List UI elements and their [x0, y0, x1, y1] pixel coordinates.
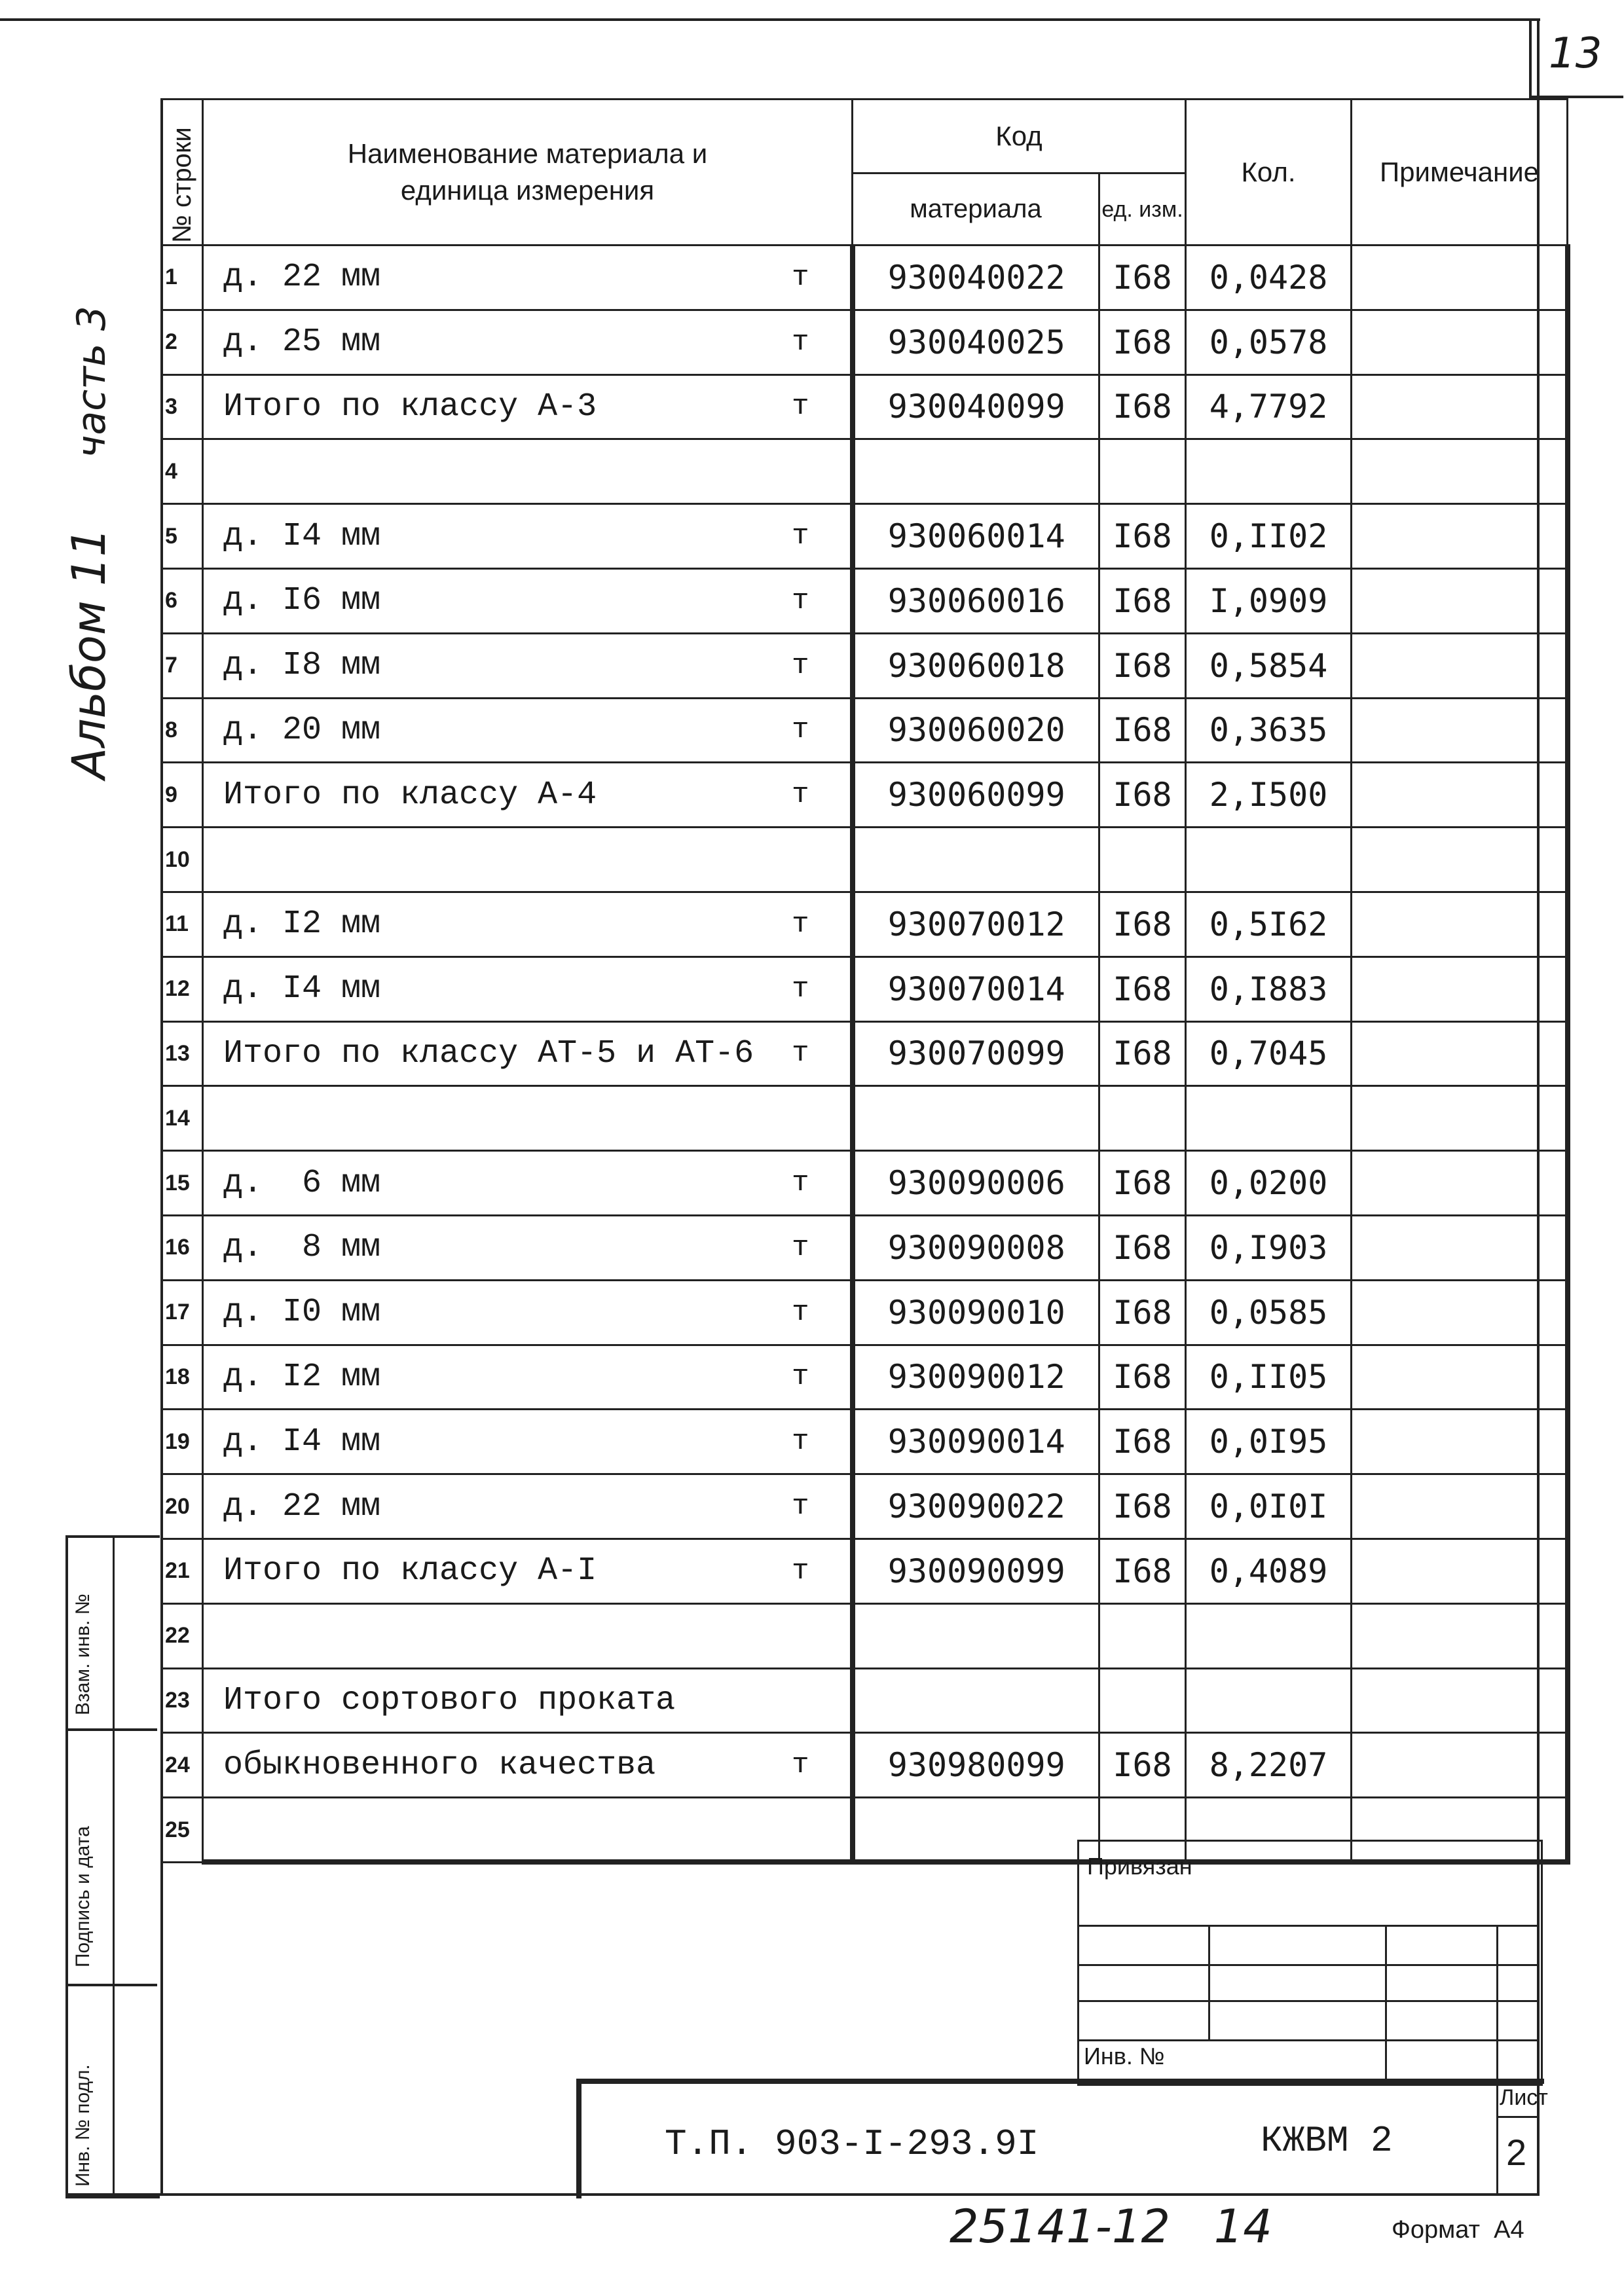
page-number: 13 [1549, 29, 1602, 78]
side-label-part: часть 3 [69, 306, 115, 458]
quantity [1186, 1603, 1352, 1668]
unit-code: I68 [1099, 246, 1186, 310]
table-row [162, 1603, 1568, 1668]
note-cell [1352, 1603, 1568, 1668]
row-number: 11 [162, 892, 203, 957]
row-number: 7 [162, 633, 203, 698]
material-code [853, 439, 1099, 504]
material-name: д. I4 мм [223, 970, 381, 1008]
row-number: 17 [162, 1280, 203, 1345]
quantity: 0,7045 [1186, 1021, 1352, 1086]
table-row [162, 374, 1568, 439]
material-code: 930060016 [853, 568, 1099, 633]
note-cell [1352, 1151, 1568, 1216]
note-cell [1352, 439, 1568, 504]
note-cell [1352, 1668, 1568, 1733]
row-number: 3 [162, 374, 203, 439]
header-row-no: № строки [168, 127, 196, 243]
privyazan-label: Привязан [1087, 1853, 1192, 1880]
unit-code: I68 [1099, 1280, 1186, 1345]
table-row [162, 568, 1568, 633]
material-name-cell [203, 1474, 853, 1539]
row-number: 16 [162, 1215, 203, 1280]
material-code: 930060014 [853, 504, 1099, 569]
note-cell [1352, 246, 1568, 310]
material-name: д. 6 мм [223, 1164, 381, 1202]
material-name: д. I6 мм [223, 582, 381, 620]
material-code: 930090008 [853, 1215, 1099, 1280]
row-number: 12 [162, 957, 203, 1021]
header-qty: Кол. [1186, 100, 1352, 246]
handwritten-number: 25141-12 14 [950, 2200, 1272, 2253]
material-name-cell [203, 1733, 853, 1798]
side-stamp-sep2 [65, 1984, 157, 1986]
material-name: Итого по классу А-3 [223, 388, 597, 426]
unit-code: I68 [1099, 310, 1186, 374]
unit-code: I68 [1099, 504, 1186, 569]
sheet-number: 2 [1506, 2132, 1527, 2173]
note-cell [1352, 1280, 1568, 1345]
material-name-cell [203, 828, 853, 892]
table-row [162, 1474, 1568, 1539]
material-code: 930090099 [853, 1539, 1099, 1603]
quantity: 0,3635 [1186, 698, 1352, 763]
material-code [853, 1798, 1099, 1863]
table-row [162, 1215, 1568, 1280]
row-number: 24 [162, 1733, 203, 1798]
quantity: 0,II05 [1186, 1345, 1352, 1410]
table-row [162, 1021, 1568, 1086]
table-row [162, 1410, 1568, 1474]
frame-top-line [0, 18, 1540, 21]
doc-mark: КЖВМ 2 [1261, 2120, 1393, 2162]
row-number: 14 [162, 1086, 203, 1151]
table-row [162, 828, 1568, 892]
material-code: 930060020 [853, 698, 1099, 763]
unit-code [1099, 828, 1186, 892]
note-cell [1352, 1021, 1568, 1086]
material-name-cell [203, 1410, 853, 1474]
header-unit: ед. изм. [1099, 173, 1186, 246]
material-code: 930040022 [853, 246, 1099, 310]
material-name-cell [203, 246, 853, 310]
header-code: Код [853, 100, 1186, 173]
material-name-cell [203, 1668, 853, 1733]
material-name-cell [203, 504, 853, 569]
unit-code: I68 [1099, 633, 1186, 698]
unit-of-measure: т [792, 1037, 809, 1070]
material-name-cell [203, 1539, 853, 1603]
material-name-cell [203, 957, 853, 1021]
material-name-cell [203, 763, 853, 828]
material-name-cell [203, 310, 853, 374]
row-number: 5 [162, 504, 203, 569]
unit-of-measure: т [792, 261, 809, 294]
quantity: 2,I500 [1186, 763, 1352, 828]
inv-no-label: Инв. № [1084, 2043, 1165, 2069]
material-name-cell [203, 1215, 853, 1280]
table-row [162, 1086, 1568, 1151]
material-name-cell [203, 1603, 853, 1668]
material-code: 930070012 [853, 892, 1099, 957]
unit-code: I68 [1099, 1021, 1186, 1086]
material-code: 930040099 [853, 374, 1099, 439]
material-name: Итого по классу А-I [223, 1552, 597, 1590]
material-name-cell [203, 1086, 853, 1151]
table-row [162, 1280, 1568, 1345]
material-code: 930090010 [853, 1280, 1099, 1345]
row-number: 1 [162, 246, 203, 310]
unit-code: I68 [1099, 1151, 1186, 1216]
tb-vline-2 [1385, 1925, 1387, 2082]
unit-of-measure: т [792, 390, 809, 424]
row-number: 10 [162, 828, 203, 892]
material-code: 930090012 [853, 1345, 1099, 1410]
quantity: 8,2207 [1186, 1733, 1352, 1798]
quantity [1186, 828, 1352, 892]
note-cell [1352, 310, 1568, 374]
unit-of-measure: т [792, 1749, 809, 1782]
material-name: д. 22 мм [223, 259, 381, 297]
table-row [162, 504, 1568, 569]
header-note: Примечание [1352, 100, 1568, 246]
row-number: 6 [162, 568, 203, 633]
material-name: Итого по классу АТ-5 и АТ-6 [223, 1034, 754, 1072]
material-code: 930060018 [853, 633, 1099, 698]
sheet-box-divider [1496, 2116, 1539, 2118]
quantity: 0,0200 [1186, 1151, 1352, 1216]
table-row [162, 1668, 1568, 1733]
header-row-no-cell [162, 100, 203, 246]
unit-of-measure: т [792, 584, 809, 617]
quantity [1186, 1086, 1352, 1151]
material-name: д. 22 мм [223, 1487, 381, 1525]
side-stamp-podpis: Подпись и дата [72, 1826, 94, 1967]
row-number: 15 [162, 1151, 203, 1216]
row-number: 2 [162, 310, 203, 374]
material-name: д. I2 мм [223, 1358, 381, 1396]
material-name-cell [203, 1345, 853, 1410]
table-row [162, 957, 1568, 1021]
table-row [162, 633, 1568, 698]
note-cell [1352, 1410, 1568, 1474]
row-number: 20 [162, 1474, 203, 1539]
table-row [162, 1345, 1568, 1410]
quantity [1186, 1668, 1352, 1733]
side-label-album: Альбом 11 [62, 527, 116, 779]
unit-code: I68 [1099, 1215, 1186, 1280]
unit-of-measure: т [792, 1231, 809, 1264]
table-row [162, 246, 1568, 310]
material-name-cell [203, 892, 853, 957]
table-row [162, 310, 1568, 374]
quantity [1186, 439, 1352, 504]
unit-code: I68 [1099, 1345, 1186, 1410]
quantity: 0,4089 [1186, 1539, 1352, 1603]
side-stamp-vzam: Взам. инв. № [72, 1594, 94, 1715]
table-row [162, 763, 1568, 828]
material-name: д. 25 мм [223, 323, 381, 361]
unit-of-measure: т [792, 649, 809, 682]
unit-code: I68 [1099, 1410, 1186, 1474]
tb-vline-1 [1208, 1925, 1210, 2039]
unit-code: I68 [1099, 1474, 1186, 1539]
material-name: д. I4 мм [223, 517, 381, 555]
quantity: 0,0578 [1186, 310, 1352, 374]
unit-code: I68 [1099, 957, 1186, 1021]
note-cell [1352, 763, 1568, 828]
note-cell [1352, 1086, 1568, 1151]
unit-of-measure: т [792, 907, 809, 941]
unit-of-measure: т [792, 325, 809, 359]
unit-code [1099, 439, 1186, 504]
material-code: 930070014 [853, 957, 1099, 1021]
material-name: обыкновенного качества [223, 1746, 656, 1784]
unit-of-measure: т [792, 1425, 809, 1459]
note-cell [1352, 633, 1568, 698]
table-row [162, 439, 1568, 504]
unit-code: I68 [1099, 1539, 1186, 1603]
material-name-cell [203, 633, 853, 698]
material-name: д. I4 мм [223, 1423, 381, 1461]
format-label: Формат А4 [1392, 2216, 1524, 2244]
material-name: д. 8 мм [223, 1229, 381, 1267]
unit-of-measure: т [792, 1167, 809, 1200]
note-cell [1352, 698, 1568, 763]
material-name: Итого по классу А-4 [223, 776, 597, 814]
material-code: 930980099 [853, 1733, 1099, 1798]
quantity: 0,II02 [1186, 504, 1352, 569]
row-number: 23 [162, 1668, 203, 1733]
material-name-cell [203, 1798, 853, 1863]
note-cell [1352, 374, 1568, 439]
quantity: 0,5854 [1186, 633, 1352, 698]
unit-of-measure: т [792, 778, 809, 812]
row-number: 13 [162, 1021, 203, 1086]
side-stamp-divider [113, 1535, 115, 2193]
unit-code: I68 [1099, 698, 1186, 763]
note-cell [1352, 504, 1568, 569]
materials-table [160, 98, 1570, 1865]
material-name: д. I0 мм [223, 1294, 381, 1332]
table-row [162, 1151, 1568, 1216]
note-cell [1352, 828, 1568, 892]
sheet-label: Лист [1500, 2085, 1548, 2110]
table-row [162, 892, 1568, 957]
material-code [853, 1668, 1099, 1733]
header-name: Наименование материала и единица измерения [203, 100, 853, 246]
material-name-cell [203, 1151, 853, 1216]
row-number: 4 [162, 439, 203, 504]
quantity: 0,0I0I [1186, 1474, 1352, 1539]
row-number: 19 [162, 1410, 203, 1474]
unit-code: I68 [1099, 763, 1186, 828]
row-number: 18 [162, 1345, 203, 1410]
unit-of-measure: т [792, 714, 809, 747]
unit-code [1099, 1668, 1186, 1733]
note-cell [1352, 568, 1568, 633]
tb-line-2 [1077, 1964, 1539, 1966]
material-code: 930060099 [853, 763, 1099, 828]
material-code: 930090006 [853, 1151, 1099, 1216]
material-code [853, 828, 1099, 892]
table-row [162, 1539, 1568, 1603]
unit-code: I68 [1099, 568, 1186, 633]
material-code [853, 1603, 1099, 1668]
row-number: 9 [162, 763, 203, 828]
row-number: 8 [162, 698, 203, 763]
material-code: 930090022 [853, 1474, 1099, 1539]
material-name: д. I2 мм [223, 905, 381, 943]
note-cell [1352, 1215, 1568, 1280]
unit-code [1099, 1086, 1186, 1151]
unit-of-measure: т [792, 1360, 809, 1394]
note-cell [1352, 1345, 1568, 1410]
material-name: д. 20 мм [223, 711, 381, 749]
material-code [853, 1086, 1099, 1151]
quantity: 0,I883 [1186, 957, 1352, 1021]
unit-of-measure: т [792, 1296, 809, 1329]
note-cell [1352, 1474, 1568, 1539]
doc-code: Т.П. 903-I-293.9I [665, 2123, 1039, 2165]
material-name-cell [203, 1280, 853, 1345]
row-number: 25 [162, 1798, 203, 1863]
unit-of-measure: т [792, 520, 809, 553]
tb-line-1 [1077, 1925, 1539, 1927]
material-name-cell [203, 374, 853, 439]
material-name-cell [203, 568, 853, 633]
quantity: 0,0428 [1186, 246, 1352, 310]
material-name-cell [203, 698, 853, 763]
material-code: 930070099 [853, 1021, 1099, 1086]
side-stamp-inv: Инв. № подл. [72, 2064, 94, 2187]
quantity: I,0909 [1186, 568, 1352, 633]
side-stamp-sep1 [65, 1728, 157, 1731]
tb-line-3 [1077, 2000, 1539, 2002]
quantity: 4,7792 [1186, 374, 1352, 439]
material-name: Итого сортового проката [223, 1681, 676, 1719]
note-cell [1352, 892, 1568, 957]
tb-line-4 [1077, 2039, 1539, 2041]
note-cell [1352, 1733, 1568, 1798]
unit-of-measure: т [792, 972, 809, 1006]
note-cell [1352, 957, 1568, 1021]
unit-code: I68 [1099, 374, 1186, 439]
unit-of-measure: т [792, 1554, 809, 1588]
material-name-cell [203, 1021, 853, 1086]
unit-code [1099, 1603, 1186, 1668]
quantity: 0,5I62 [1186, 892, 1352, 957]
note-cell [1352, 1539, 1568, 1603]
row-number: 21 [162, 1539, 203, 1603]
material-name-cell [203, 439, 853, 504]
table-row [162, 698, 1568, 763]
material-code: 930040025 [853, 310, 1099, 374]
quantity: 0,0585 [1186, 1280, 1352, 1345]
unit-of-measure: т [792, 1490, 809, 1523]
table-row [162, 1733, 1568, 1798]
material-code: 930090014 [853, 1410, 1099, 1474]
header-material: материала [853, 173, 1099, 246]
unit-code: I68 [1099, 892, 1186, 957]
quantity: 0,I903 [1186, 1215, 1352, 1280]
row-number: 22 [162, 1603, 203, 1668]
tb-vline-3 [1496, 1925, 1498, 2082]
quantity: 0,0I95 [1186, 1410, 1352, 1474]
material-name: д. I8 мм [223, 647, 381, 685]
unit-code: I68 [1099, 1733, 1186, 1798]
